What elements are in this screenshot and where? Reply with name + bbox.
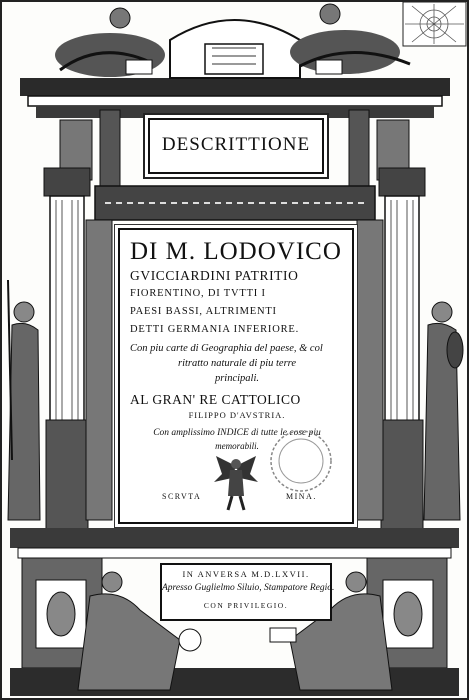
allegorical-figures-top-right: [290, 4, 410, 74]
subtitle-line: DETTI GERMANIA INFERIORE.: [130, 324, 300, 335]
subtitle-line: PAESI BASSI, ALTRIMENTI: [130, 306, 277, 317]
index-line: Con amplissimo INDICE di tutte le cose piu: [153, 428, 321, 438]
imprint-printer: Apresso Guglielmo Siluio, Stampatore Regio.: [162, 583, 335, 593]
index-line: memorabili.: [215, 441, 259, 451]
motto-right: MINA.: [286, 492, 317, 501]
description-line: Con piu carte di Geographia del paese, & col: [130, 343, 323, 354]
title-text-panel: [118, 228, 354, 524]
subtitle-line: GVICCIARDINI PATRITIO: [130, 268, 299, 283]
dedication-line: AL GRAN' RE CATTOLICO: [130, 392, 301, 407]
imprint-privilege: CON PRIVILEGIO.: [203, 601, 289, 610]
motto-left: SCRVTA: [162, 492, 202, 501]
title-cartouche: [148, 118, 324, 174]
cartouche-title: DESCRITTIONE: [161, 134, 311, 155]
left-standing-figure: [8, 280, 40, 520]
right-column: [357, 168, 425, 550]
imprint-box: [160, 563, 335, 621]
printer-device-winged-figure: [212, 452, 260, 512]
author-heading: DI M. LODOVICO: [130, 238, 342, 265]
left-column: [44, 168, 112, 550]
allegorical-figures-top-left: [55, 8, 165, 77]
right-standing-figure: [424, 302, 463, 520]
imprint-place-year: IN ANVERSA M.D.LXVII.: [182, 569, 310, 579]
description-line: ritratto naturale di piu terre: [177, 358, 297, 369]
subtitle-line: FIORENTINO, DI TVTTI I: [130, 288, 266, 299]
description-line: principali.: [214, 373, 260, 384]
spider-web-emblem: [403, 2, 466, 46]
library-stamp: [266, 426, 336, 496]
dedicatee-line: FILIPPO D'AVSTRIA.: [188, 410, 286, 420]
